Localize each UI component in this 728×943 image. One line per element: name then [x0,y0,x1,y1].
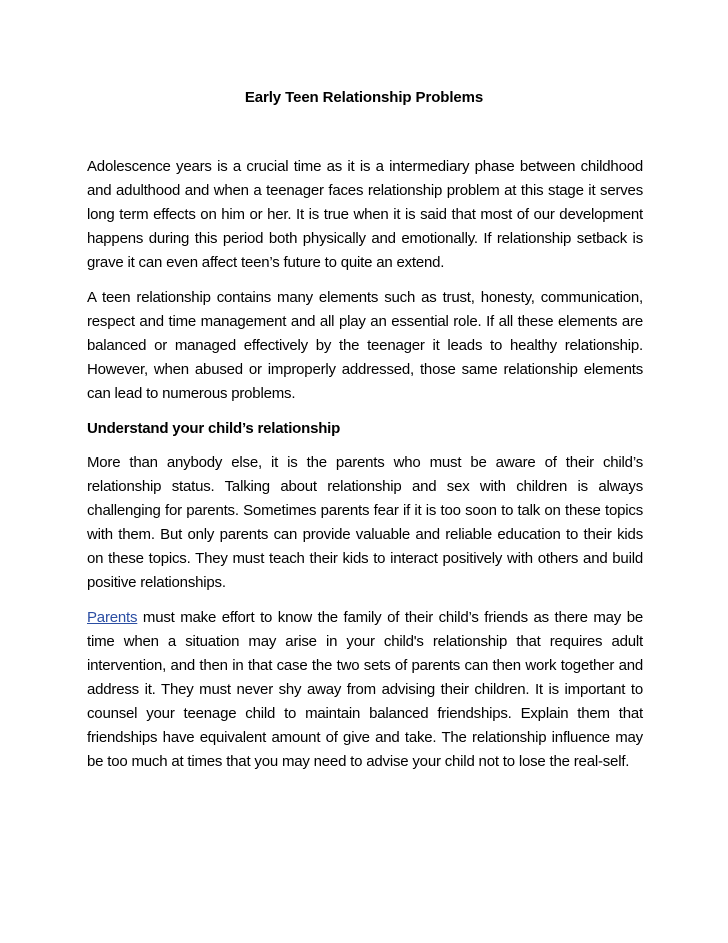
parents-link[interactable]: Parents [87,609,138,626]
paragraph-parents-effort [87,606,643,774]
section-heading: Understand your child’s relationship [87,420,341,437]
document-title: Early Teen Relationship Problems [244,89,484,106]
paragraph-intro: Adolescence years is a crucial time as it is a intermediary phase between childhood and adulthood and when a teenager faces relationship problem at this stage it serves long term effects on him or her. It is true when it is said that most of our development happens during this period both physically and emotionally. If relationship setback is grave it can even affect teen’s future to quite an extend. [87,158,643,271]
paragraph-parents-awareness: More than anybody else, it is the parents who must be aware of their child’s relationship status. Talking about relationship and sex with children is always challenging for parents. Sometimes parents fear if it is too soon to talk on these topics with them. But only parents can provide valuable and reliable education to their kids on these topics. They must teach their kids to interact positively with others and build positive relationships. [87,454,643,591]
document-body [87,155,643,785]
paragraph-elements: A teen relationship contains many elements such as trust, honesty, communication, respect and time management and all play an essential role. If all these elements are balanced or managed effectively by the teenager it leads to healthy relationship. However, when abused or improperly addressed, those same relationship elements can lead to numerous problems. [87,289,643,402]
paragraph-parents-effort-text: must make effort to know the family of their child’s friends as there may be time when a situation may arise in your child's relationship that requires adult intervention, and then in that case the two sets of parents can then work together and address it. They must never shy away from advising their children. It is important to counsel your teenage child to maintain balanced friendships. Explain them that friendships have equivalent amount of give and take. The relationship influence may be too much at times that you may need to advise your child not to lose the real-self. [87,609,643,770]
